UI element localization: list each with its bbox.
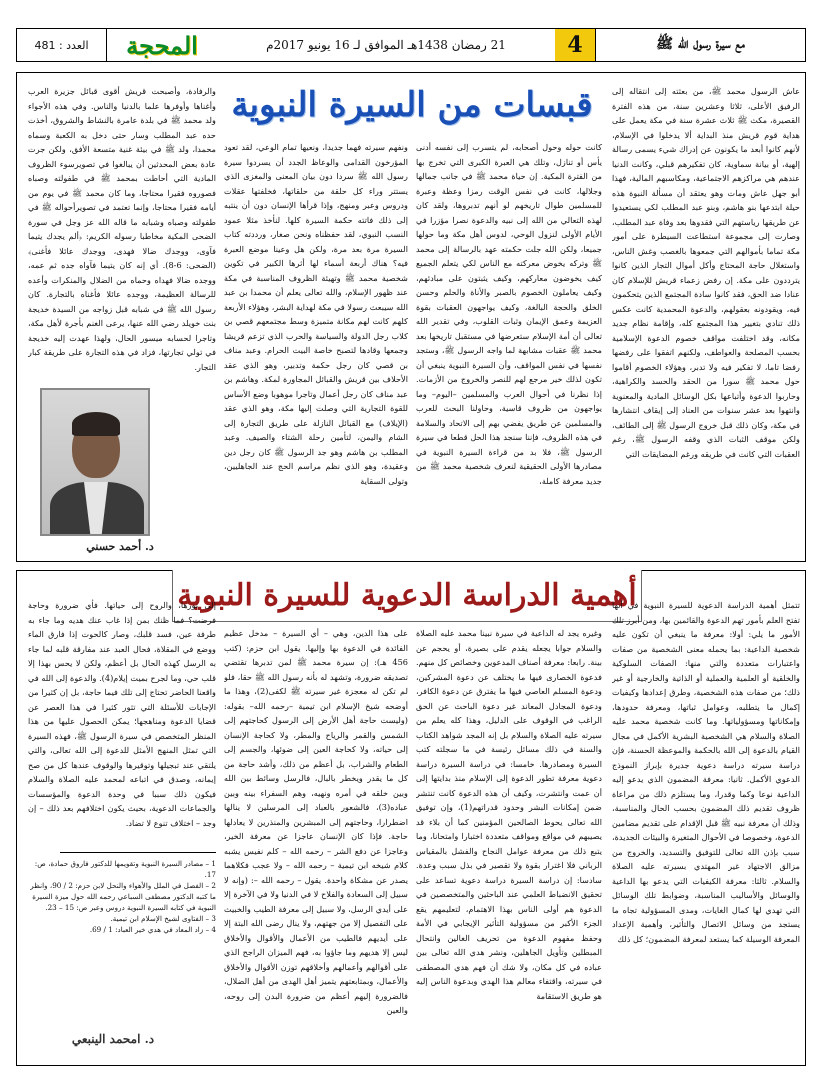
article-1-col2-text: كانت حوله وحول أصحابه، لم يتسرب إلى نفسه أدنى يأس أو تنازل، وتلك هي العبرة الكبرى التي تخرج بها من الفترة المكية. إن حياة محمد ﷺ في جانب جمالها وجلالها، كانت في نفس الوقت رمزا وعظة وعبرة للمسلمين طوال تاريخهم لو أنهم تدبروها، ولقد كان لهذه التعالي من الله إلى نبيه والدعوة نصرا مؤزرا في الأيام الأولى لنزول الوحي، لدوس أهل مكة وما حولها جميعا، ولكن الله جلت حكمته عهد بالرسالة إلى محمد ﷺ وتركه يخوض معركته مع الناس لكي يتعلم الجميع كيف يخوضون معاركهم، وكيف يثبتون على مبادئهم، وكيف يعاملون الخصوم بالصبر والأناة والحلم وحسن الخلق والحجة البالغة، وكيف يواجهون العقبات بقوة العزيمة وعمق الإيمان وثبات القلوب، وفي تقدير الله تعالى أن أمة الإسلام ستعرضها في مستقبل تاريخها بعد محمد ﷺ عقبات مشابهة لما واجه الرسول ﷺ، وستجد نفسها في نفس المواقف، وأن السيرة النبوية ينبغي أن تكون لذلك خير مرجع لهم للنصر والخروج من الأزمات. إذا نظرنا في أحوال العرب والمسلمين –اليوم– وما يواجهون من ظروف قاسية، وحاولنا البحث للعرب والمسلمين عن طريق يفضي بهم إلى الاتحاد والسلامة في هذه الظروف، فإننا سنجد هذا الحل قطعا في سيرة الرسول ﷺ، فلا بد من قراءة السيرة النبوية في مصادرها الأولى الحقيقية لنعرف شخصية محمد ﷺ من جديد معرفة كاملة، — [416, 142, 602, 486]
footnote-2: 2 – الفصل في الملل والأهواء والنحل لابن حزم: 2 / 90، وانظر ما كتبه الدكتور مصطفى السباعي رحمه الله حول ميزة السيرة النبوية في كتابه السيرة النبوية دروس وعبر ص: 15 – 23. — [30, 881, 216, 912]
footnotes — [28, 858, 216, 935]
article-2-col1-text: تتمثل أهمية الدراسة الدعوية للسيرة النبوية في أنها تفتح العلم بأمور تهم الدعوة والقائمين بها، ومن أبرز تلك الأمور ما يلي: أولا: معرفة ما ينبغي أن تكون عليه شخصية الداعية: بما يحمله معنى الشخصية من صفات واعتبارات متعددة والتي منها: الصفات السلوكية والخلقية أو العلمية والعملية أو الذاتية والخارجية أو غير ذلك؛ من صفات هذه الشخصية، وطرق إعدادها وكيفيات إكمال ما يتطلبه، وعوامل ثباتها، ومعرفة حدودها، وإمكاناتها ومسؤولياتها. وما كانت شخصية محمد عليه الصلاة والسلام هي الشخصية البشرية الأكمل في مجال القيام بالدعوة إلى الله بالحكمة والموعظة الحسنة، فإن دراسة سيرته دراسة دعوية جديرة بإبراز النموذج الدعوي الأكمل. ثانيا: معرفة المضمون الذي يدعو إليه الداعية نوعا وكما وقدرا، وما يستلزم ذلك من مراعاة ظروف تقديم ذلك المضمون بحسب الحال والمناسبة، وذلك أن معرفة نبيه ﷺ قبل الإقدام على تقديم مضامين الدعوة، وخصوصا في الأحوال المتغيرة والبيئات الجديدة، سبب بإذن الله تعالى للتوفيق والتسديد، والخروج من مزالق الاجتهاد غير المهتدي بسيرته عليه الصلاة والسلام. ثالثا: معرفة الكيفيات التي يدعو بها الداعية والوسائل والأساليب المناسبة، وضوابط تلك الوسائل التي تهدي لها كمال الغايات، ومدى المسؤولية تجاه ما يستجد من وسائل الاتصال والتأثير، وأهمية الإعداد المعرفة الوسيلة كما يستعد لمعرفة المضمون؛ كل ذلك — [612, 600, 800, 944]
footnote-4: 4 – زاد المعاد في هدي خير العباد: 1 / 69. — [89, 925, 216, 934]
article-1-column-2 — [416, 140, 602, 556]
article-2-title: أهمية الدراسة الدعوية للسيرة النبوية — [172, 570, 642, 622]
article-2-column-4 — [28, 598, 216, 848]
article-1-author: د. أحمد حسني — [86, 540, 154, 553]
issue-number: العدد : 481 — [17, 29, 107, 61]
article-2-col3-text: على هذا الدين، وهي – أي السيرة – مدخل عظيم الفائدة في الدعوة بها وإليها. يقول ابن حزم: (كتب 456 هـ): إن سيرة محمد ﷺ لمن تدبرها تقتضي تصديقه ضرورة، وتشهد له بأنه رسول الله ﷺ حقا، فلو لم تكن له معجزة غير سيرته ﷺ لكفى(2)، وهذا ما أوضحه شيخ الإسلام ابن تيمية –رحمه الله– بقوله: (وليست حاجة أهل الأرض إلى الرسول كحاجتهم إلى الشمس والقمر والرياح والمطر، ولا كحاجة الإنسان إلى حياته، ولا كحاجة العين إلى ضوئها، والجسم إلى الطعام والشراب، بل أعظم من ذلك، وأشد حاجة من كل ما يقدر ويخطر بالبال، فالرسل وسائط بين الله وبين خلقه في أمره ونهيه، وهم السفراء بينه وبين عباده(3)، فالشعور بالعباد إلى المرسلين لا ينالها اضطرارا، وحاجتهم إلى المبشرين والمنذرين لا يعادلها حاجة. فإذا كان الإنسان عاجزا عن معرفة الخير، وعاجزا عن دفع الشر – رحمه الله – كلم نفيس يشبه كلام شيخه ابن تيمية – رحمه الله – ولا عجب فكلاهما يصدر عن مشكاة واحدة. يقول – رحمه الله –: (وإنه لا سبيل إلى السعادة والفلاح لا في الدنيا ولا في الآخرة إلا على أيدي الرسل، ولا سبيل إلى معرفة الطيب والخبيث على التفصيل إلا من جهتهم، ولا ينال رضى الله البتة إلا على أيديهم فالطيب من الأعمال والأقوال والأخلاق ليس إلا هديهم وما جاؤوا به، فهم الميزان الراجح الذي على أقوالهم وأعمالهم وأخلاقهم توزن الأقوال والأخلاق والأعمال، وبمتابعتهم يتميز أهل الهدى من أهل الضلال، فالضرورة إليهم أعظم من ضرورة البدن إلى روحه، والعين — [224, 628, 408, 1015]
article-1-column-1 — [612, 84, 800, 556]
article-1-col4-text: والرفادة، وأصبحت قريش أقوى قبائل جزيرة العرب وأغناها وأوفرها علما بالدنيا والناس. وفي هذه الأجواء ولد محمد ﷺ في بلدة عامرة بالنشاط والشروق، أخذت حده عبد المطلب وسار حتى دخل به الكعبة وسماه محمدا، ولد ﷺ في بيئة غنية متسعة الأفق، ولكن جرت عادة بعض المحدثين أن يبالغوا في تصويرسوء الظروف المادية التي أحاطت بمحمد ﷺ في طفولته وصباه فصوروه فقيرا محتاجا، وما كان محمد ﷺ في يوم من أيامه فقيرا محتاجا، وإنما تعتمد في تصويرأحواله ﷺ في طفولته وصباه وشبابه ما قاله الله عز وجل في سورة الضحى المكية مخاطبا رسوله الكريم: ﴿ألم يجدك يتيما فآوى، ووجدك ضالا فهدى، ووجدك عائلا فأغنى﴾ (الضحى: 6-8). أي إنه كان يتيما فآواه جده ثم عمه، ووجده ضالا فهداه وحماه من الضلال والمنكرات وأعده للرسالة العظيمة، ووجده عائلا فأغناه بالتجارة. كان رسول الله ﷺ في شبابه قبل زواجه من السيدة خديجة بنت خويلد رضي الله عنها، يرعى الغنم بأجرة لأهل مكة، وتاجرا لحسابه ميسور الحال، ولهذا عهدت إليه خديجة في تولي تجارتها، فزاد في هذه التجارة على طريقة كبار التجار. — [28, 86, 216, 372]
article-2-column-1 — [612, 598, 800, 1060]
article-2-author: د. امحمد الينبعي — [71, 1032, 155, 1046]
footnote-1: 1 – مصادر السيرة النبوية وتقويمها للدكتور فاروق حمادة، ص: 17. — [34, 859, 216, 879]
series-title: مع سيرة رسول الله ﷺ — [595, 29, 805, 61]
article-1-column-3 — [224, 140, 408, 556]
footnote-divider — [60, 852, 216, 853]
author-photo — [40, 388, 150, 536]
footnote-3: 3 – الفتاوى لشيخ الإسلام ابن تيمية. — [110, 914, 216, 923]
article-2-column-3 — [224, 626, 408, 1060]
page-header — [16, 28, 806, 62]
article-1-col3-text: ونفهم سيرته فهما جديدا، ونعيها تمام الوعي، لقد تعود المؤرخون القدامى والوعاظ الجدد أن يسردوا سيرة رسول الله ﷺ سردا دون بيان المعنى والمغزى الذي يستتر وراء كل حلقة من حلقاتها، فخلفتها عقلات ودروس وعبر ومنهج، وإذا قرأها الإنسان دون أن ينتبه إلى ذلك فاتته حكمة السيرة كلها. لنأخذ مثلا عمود النسب النبوي، لقد حفظناه ونحن صغار، ورددته كتاب السيرة مرة بعد مرة، ولكن هل وعينا موضع العبرة فيه؟ هناك أربعة أسماء لها أثرها الكبير في تكوين شخصية محمد ﷺ وتهيئة الظروف المناسبة في مكة عند ظهور الإسلام، والله تعالى يعلم أن محمدا بن عبد الله سيبعث رسولا في مكة لهداية البشر، وهؤلاء الأربعة كلهم كانت لهم مكانة متميزة وسط مجتمعهم قصي بن كلاب رجل الدولة والسياسة والحرب الذي تزعم قريشا وجمعها وقادها لتصبح خاصة البيت الحرام. وعبد مناف بن قصي كان رجل حكمة وتدبير، وهو الذي عقد الأحلاف بين قريش والقبائل المجاورة لمكة. وهاشم بن عبد مناف كان رجل أعمال وتاجرا موهوبا وضع الأساس للقوة التجارية التي وصلت إليها مكة، وهو الذي عقد (الإيلاف) مع القبائل النازلة على طريق التجارة إلى الشام واليمن، لتأمين رحلة الشتاء والصيف. وعبد المطلب بن هاشم وهو جد الرسول ﷺ كان رجل دين وعقيدة، وهو الذي نظم مراسم الحج عند الجاهليين، وتولى السقاية — [224, 142, 408, 486]
issue-date: 21 رمضان 1438هـ الموافق لـ 16 يونيو 2017م — [266, 38, 506, 52]
article-1-col1-text: عاش الرسول محمد ﷺ، من بعثته إلى انتقاله إلى الرفيق الأعلى، ثلاثا وعشرين سنة، من هذه الفترة القصيرة، مكث ﷺ ثلاث عشرة سنة في مكة يعمل على هداية قوم قريش منذ البداية ألا يدخلوا في الإسلام، لأنهم كانوا أبعد ما يكونون عن إدراك شيء يسمى رسالة إلهية، أو بيانة سماوية، كان تفكيرهم قبلي، وكانت الدنيا عندهم هي مراكزهم الاجتماعية، ومكاسبهم المالية، فهذا أبو جهل عاش ومات وهو يعتقد أن مسألة النبوة هذه حيلة ابتدعها بنو هاشم، وبنو عبد المطلب لكي يستعيدوا عن طريقها رياستهم التي فقدوها بعد وفاة عبد المطلب، وصارت إلى مجموعة استطاعت السيطرة على أمور مكة تماما بأموالهم التي جمعوها بالغصب وغش الناس، واستغلال حاجة المحتاج وأكل أموال التجار الذين كانوا يترددون على مكة. إن رفض زعماء قريش للإسلام كان عنادا ضد الحق، فقد كانوا سادة المجتمع الذين يتحكمون فيه، ويقودونه بعقولهم، والدعوة المحمدية كانت عكس ذلك تنادي بتغيير هذا المجتمع كله، وإقامة نظام جديد مكانه، وقد اختلفت مواقف خصوم الدعوة الإسلامية بحسب المصلحة والعواطف، ولكنهم اتفقوا على رفضها رفضا تاما، لا تفكير فيه ولا تدبر، وهؤلاء الخصوم أقاموا حول محمد ﷺ سورا من الحقد والحسد والكراهية، وحاربوا الدعوة وأتباعها بكل الوسائل المادية والمعنوية وانتهوا بعد عشر سنوات من العناد إلى إيقاف انتشارها في مكة، وكان ذلك قبل خروج الرسول ﷺ إلى الطائف، ولكن موقف الثبات الذي وقفه الرسول ﷺ، رغم العقبات التي كانت في طريقه ورغم المضايقات التي — [612, 86, 800, 459]
article-2-col4-text: إلى نورها، والروح إلى حياتها. فأي ضرورة وحاجة فرضت؟ فما ظنك بمن إذا غاب عنك هديه وما جاء به طرفة عين، فسد قلبك، وصار كالحوت إذا فارق الماء ووضع في المقلاة، فحال العبد عند مفارقة قلبه لما جاء به الرسل كهذه الحال بل أعظم، ولكن لا يحس بهذا إلا قلب حي، وما لجرح بميت إيلام(4). والدعوة إلى الله في واقعنا الحاضر تحتاج إلى تلك فيما حاجة، بل إن كثيرا من الإجابات للأسئلة التي تثور كثيرا في هذا العصر عن قضايا الدعوة ومناهجها؛ يمكن الحصول عليها من هذا المنظر المتخصص في سيرة الرسول ﷺ، فهذه السيرة التي تمثل المنهج الأمثل للدعوة إلى الله تعالى، والتي يلتقي عند تبجيلها وتوقيرها والوقوف عندها كل من صح إيمانه، وصدق في اتباعه لمحمد عليه الصلاة والسلام فيكون ذلك سببا في وحدة الدعوة والمؤسسات والجماعات الدعوية، بحيث يكون اختلافهم بعد ذلك – إن وجد – اختلاف تنوع لا تضاد. — [28, 600, 216, 828]
article-2-column-2 — [416, 626, 602, 1060]
article-1-title: قبسات من السيرة النبوية — [231, 85, 593, 125]
article-2-col2-text: وغيره يجد له الداعية في سيرة نبينا محمد عليه الصلاة والسلام جوابا يجعله يقدم على بصيرة، أو يحجم عن بينة. رابعا: معرفة أصناف المدعوين وخصائص كل منهم. فدعوة الخصارى فيها ما يختلف عن دعوة المشركين، ودعوة المسلم العاصي فيها ما يفترق عن دعوة الكافر، ودعوة المجادل المعاند غير دعوة الباحث عن الحق الراغب في الوقوف على الدليل، وهذا كله يعلم من سيرته عليه الصلاة والسلام بل إنه المجد شواهد الكتاب والسنة في ذلك مسائل رئيسة في ما سجلته كتب السيرة ومصادرها. خامسا: في دراسة السيرة دراسة دعوية معرفة تطور الدعوة إلى الإسلام منذ بدايتها إلى أن عمت وانتشرت، وكيف أن هذه الدعوة كانت تنتشر ضمن إمكانات البشر وحدود قدراتهم(1)، وإن توفيق الله تعالى يحوط الصالحين المؤمنين كما أن بلاء قد يصيبهم في مواقع ومواقف متعددة اختبارا وامتحانا، وما يتبع ذلك من معرفة عوامل النجاح والفشل بالمقياس الرباني فلا اغترار بقوة ولا تقصير في بذل سبب وعدة. سادسا: إن دراسة السيرة دراسة دعوية تساعد على تحقيق الانضباط العلمي عند الباحثين والمتخصصين في الدعوة هم أولى الناس بهذا الاهتمام، لتعليمهم يقع الجزء الأكبر من مسؤولية التأثير الإيجابي في الأمة وحفظ مفهوم الدعوة من تحريف الغالين وانتحال المبطلين وتأويل الجاهلين، ونشر هدي الله تعالى بين عباده في كل مكان، ولا شك أن فهم هدي المصطفى في سيرته، واقتفاء معالم هذا الهدي وبدعوة الناس إليه هو طريق الاستقامة — [416, 628, 602, 1001]
magazine-logo: المحجة — [126, 30, 198, 60]
article-1-column-4-wrap — [152, 386, 216, 536]
page-number: 4 — [555, 29, 595, 61]
article-1-column-4 — [28, 84, 216, 384]
